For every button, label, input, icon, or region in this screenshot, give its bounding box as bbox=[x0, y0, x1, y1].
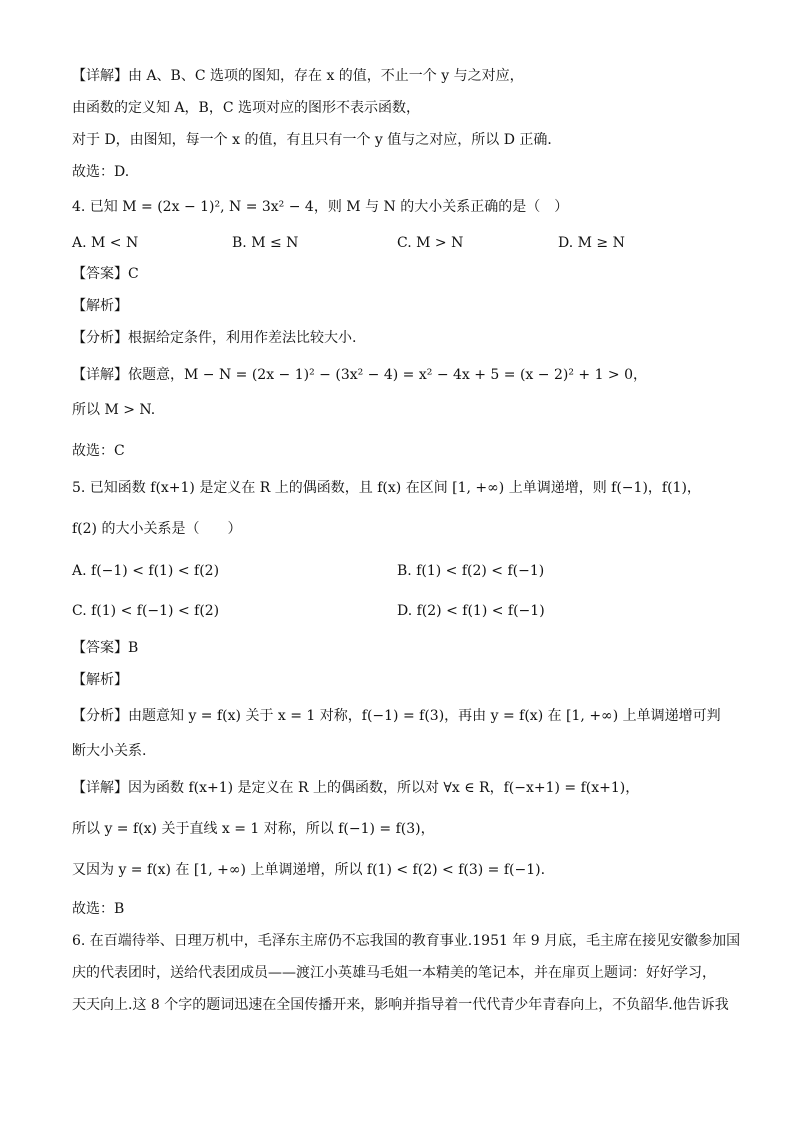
q5-detail-line-1: 【详解】因为函数 f(x+1) 是定义在 R 上的偶函数，所以对 ∀x ∈ R，f(−x+1) = f(x+1)， bbox=[72, 780, 640, 796]
q4-option-d: D. M ≥ N bbox=[558, 235, 625, 251]
q4-conclusion: 所以 M > N. bbox=[72, 402, 156, 418]
q4-option-b: B. M ≤ N bbox=[232, 235, 299, 251]
q4-option-c: C. M > N bbox=[397, 235, 464, 251]
q4-analysis: 【分析】根据给定条件，利用作差法比较大小. bbox=[72, 330, 357, 346]
q4-answer: 【答案】C bbox=[72, 266, 139, 282]
q3-detail-line-2: 由函数的定义知 A，B，C 选项对应的图形不表示函数， bbox=[72, 100, 421, 116]
q3-detail-line-1: 【详解】由 A、B、C 选项的图知，存在 x 的值，不止一个 y 与之对应， bbox=[72, 68, 524, 84]
q5-detail-line-3: 又因为 y = f(x) 在 [1, +∞) 上单调递增，所以 f(1) < f(2) < f(3) = f(−1). bbox=[72, 862, 546, 878]
q5-option-b: B. f(1) < f(2) < f(−1) bbox=[397, 563, 545, 579]
q5-question-line-2: f(2) 的大小关系是（ ） bbox=[72, 521, 242, 537]
q6-question-line-3: 天天向上.这 8 个字的题词迅速在全国传播开来，影响并指导着一代代青少年青春向上，不负韶华.他告诉我 bbox=[72, 997, 729, 1013]
q6-question-line-2: 庆的代表团时，送给代表团成员——渡江小英雄马毛姐一本精美的笔记本，并在扉页上题词：好好学习， bbox=[72, 965, 716, 981]
q3-detail-line-3: 对于 D，由图知，每一个 x 的值，有且只有一个 y 值与之对应，所以 D 正确． bbox=[72, 132, 562, 148]
q5-answer-choice: 故选：B bbox=[72, 901, 125, 917]
q4-answer-choice: 故选：C bbox=[72, 443, 125, 459]
q4-option-a: A. M < N bbox=[72, 235, 139, 251]
q5-analysis-heading: 【解析】 bbox=[72, 672, 128, 688]
q5-detail-line-2: 所以 y = f(x) 关于直线 x = 1 对称，所以 f(−1) = f(3)， bbox=[72, 821, 435, 837]
q4-analysis-heading: 【解析】 bbox=[72, 298, 128, 314]
q5-option-a: A. f(−1) < f(1) < f(2) bbox=[72, 563, 220, 579]
q5-answer: 【答案】B bbox=[72, 640, 139, 656]
q5-option-c: C. f(1) < f(−1) < f(2) bbox=[72, 603, 220, 619]
q6-question-line-1: 6. 在百端待举、日理万机中，毛泽东主席仍不忘我国的教育事业.1951 年 9 月底，毛主席在接见安徽参加国 bbox=[72, 933, 741, 949]
q5-question-line-1: 5. 已知函数 f(x+1) 是定义在 R 上的偶函数，且 f(x) 在区间 [1, +∞) 上单调递增，则 f(−1)，f(1)， bbox=[72, 480, 701, 496]
q5-option-d: D. f(2) < f(1) < f(−1) bbox=[397, 603, 545, 619]
q3-answer-choice: 故选：D. bbox=[72, 164, 130, 180]
q5-analysis-line-2: 断大小关系. bbox=[72, 743, 147, 759]
q4-detail: 【详解】依题意，M − N = (2x − 1)² − (3x² − 4) = x² − 4x + 5 = (x − 2)² + 1 > 0， bbox=[72, 367, 648, 383]
q5-analysis-line-1: 【分析】由题意知 y = f(x) 关于 x = 1 对称，f(−1) = f(3)，再由 y = f(x) 在 [1, +∞) 上单调递增可判 bbox=[72, 708, 721, 724]
q4-question: 4. 已知 M = (2x − 1)², N = 3x² − 4，则 M 与 N 的大小关系正确的是（ ） bbox=[72, 199, 569, 215]
